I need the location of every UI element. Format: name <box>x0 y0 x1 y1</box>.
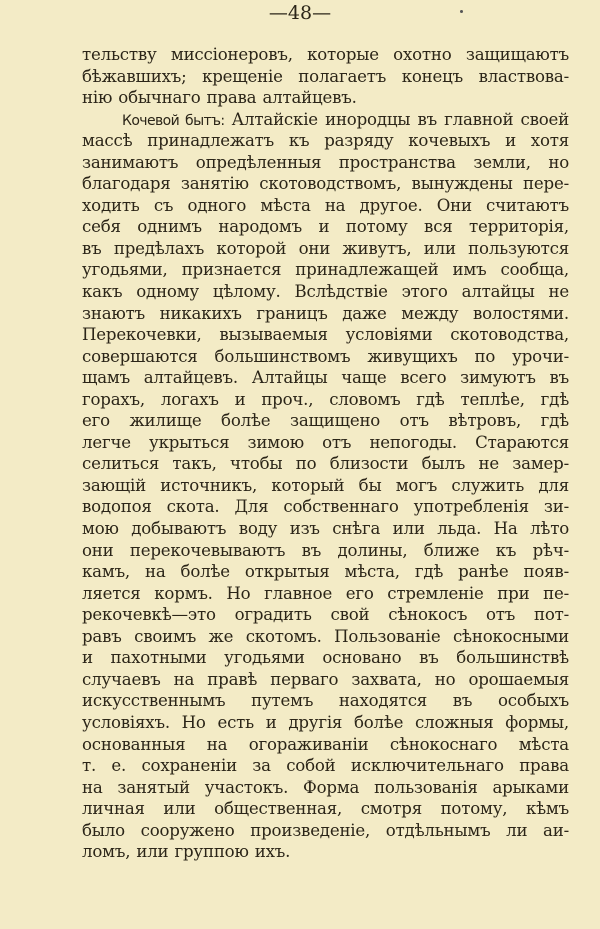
text-line: мою добываютъ воду изъ снѣга или льда. На лѣто <box>82 519 569 539</box>
text-line: массѣ принадлежатъ къ разряду кочевыхъ и хотя <box>82 131 569 151</box>
text-line: легче укрыться зимою отъ непогоды. Стараются <box>82 432 569 452</box>
text-line: они перекочевываютъ въ долины, ближе къ рѣч- <box>82 540 569 560</box>
text-line: на занятый участокъ. Форма пользованія арыками <box>82 777 569 797</box>
text-line: было сооружено произведеніе, отдѣльнымъ ли аи- <box>82 820 569 840</box>
text-line: случаевъ на правѣ перваго захвата, но орошаемыя <box>82 669 569 689</box>
text-line: условіяхъ. Но есть и другія болѣе сложныя формы, <box>82 712 569 732</box>
text-line: знаютъ никакихъ границъ даже между волостями. <box>82 303 569 323</box>
text-line: нію обычнаго права алтайцевъ. <box>82 88 357 108</box>
text-line: занимаютъ опредѣленныя пространства земли, но <box>82 152 569 172</box>
text-line: личная или общественная, смотря потому, кѣмъ <box>82 799 569 819</box>
text-line: какъ одному цѣлому. Вслѣдствіе этого алтайцы не <box>82 282 569 302</box>
text-line: равъ своимъ же скотомъ. Пользованіе сѣнокосными <box>82 626 569 646</box>
text-line: тельству миссіонеровъ, которые охотно защищаютъ <box>82 45 569 64</box>
text-line: Перекочевки, вызываемыя условіями скотоводства, <box>82 325 569 345</box>
text-line: благодаря занятію скотоводствомъ, вынуждены пере- <box>82 174 569 194</box>
paragraph-start-line <box>82 109 569 131</box>
text-line: т. е. сохраненіи за собой исключительнаго права <box>82 756 569 776</box>
text-line: его жилище болѣе защищено отъ вѣтровъ, гдѣ <box>82 411 569 431</box>
text-line: себя однимъ народомъ и потому вся территорія, <box>82 217 569 237</box>
text-line: бѣжавшихъ; крещеніе полагаетъ конецъ властвова- <box>82 66 569 86</box>
print-speck <box>460 10 463 13</box>
text-line: совершаются большинствомъ живущихъ по урочи- <box>82 346 569 366</box>
text-line: угодьями, признается принадлежащей имъ сообща, <box>82 260 569 280</box>
text-line: ляется кормъ. Но главное его стремленіе при пе- <box>82 583 569 603</box>
text-line: селиться такъ, чтобы по близости былъ не замер- <box>82 454 569 474</box>
text-line: щамъ алтайцевъ. Алтайцы чаще всего зимуютъ въ <box>82 368 569 388</box>
page-number: —48— <box>268 2 332 24</box>
text-line: въ предѣлахъ которой они живутъ, или пользуются <box>82 238 569 258</box>
text-line: ходить съ одного мѣста на другое. Они считаютъ <box>82 195 569 215</box>
text-line: камъ, на болѣе открытыя мѣста, гдѣ ранѣе появ- <box>82 562 569 582</box>
body-text <box>82 44 569 863</box>
text-line: горахъ, логахъ и проч., словомъ гдѣ теплѣе, гдѣ <box>82 389 569 409</box>
text-line: зающій источникъ, который бы могъ служить для <box>82 475 569 495</box>
text-line: рекочевкѣ—это оградить свой сѣнокосъ отъ пот- <box>82 605 569 625</box>
text-line: основанныя на огораживаніи сѣнокоснаго мѣста <box>82 734 569 754</box>
subheading: Кочевой бытъ: <box>122 112 225 129</box>
text-line: водопоя скота. Для собственнаго употребленія зи- <box>82 497 569 517</box>
text-line: и пахотными угодьями основано въ большинствѣ <box>82 648 569 668</box>
text-line: искусственнымъ путемъ находятся въ особыхъ <box>82 691 569 711</box>
line-text: Алтайскіе инородцы въ главной своей <box>224 109 570 129</box>
text-line: ломъ, или группою ихъ. <box>82 842 291 862</box>
